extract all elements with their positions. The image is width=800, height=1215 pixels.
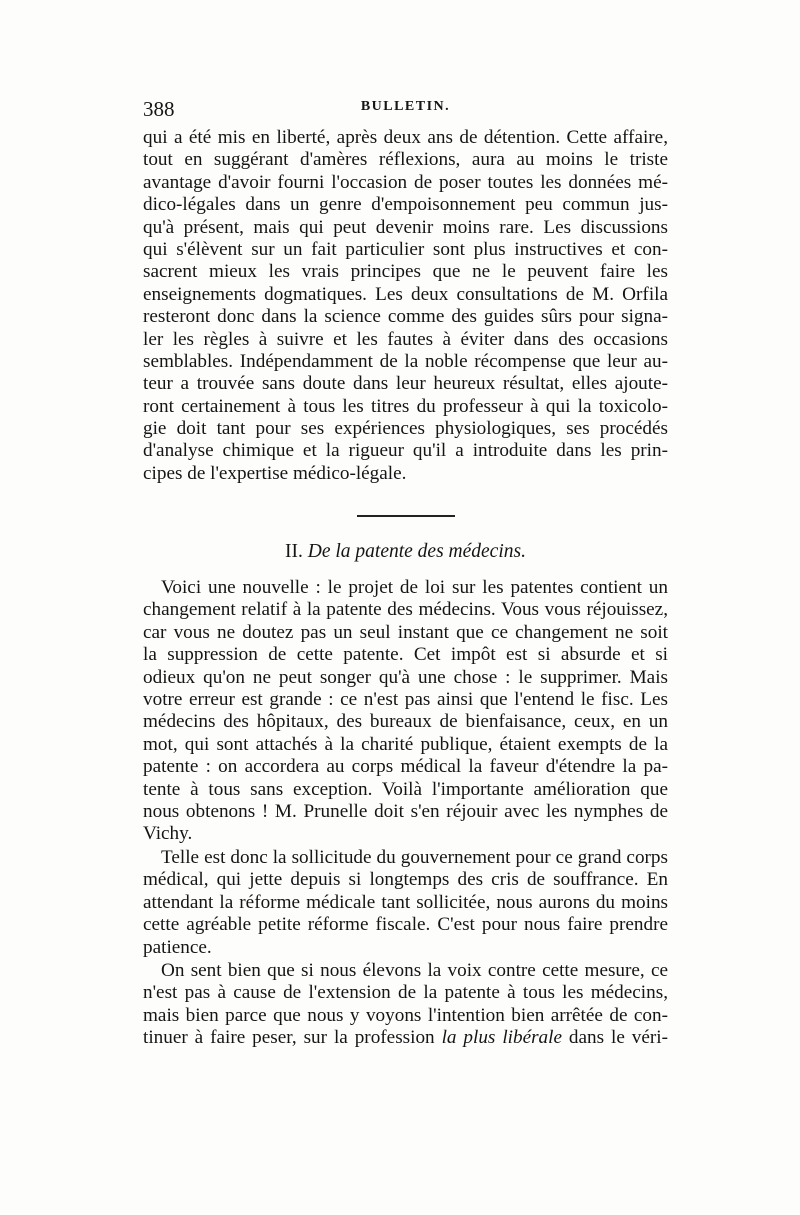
text-line: qu'à présent, mais qui peut devenir moins rare. Les discussions	[143, 216, 668, 238]
text-line: teur a trouvée sans doute dans leur heureux résultat, elles ajoute-	[143, 373, 668, 395]
text-line: la suppression de cette patente. Cet impôt est si absurde et si	[143, 644, 668, 666]
text-line: mais bien parce que nous y voyons l'intention bien arrêtée de con-	[143, 1004, 668, 1026]
italic-phrase: la plus libérale	[441, 1027, 562, 1049]
text-line: semblables. Indépendamment de la noble récompense que leur au-	[143, 350, 668, 372]
text-line: enseignements dogmatiques. Les deux consultations de M. Orfila	[143, 283, 668, 305]
text-line: n'est pas à cause de l'extension de la patente à tous les médecins,	[143, 982, 668, 1004]
text-line: Telle est donc la sollicitude du gouvernement pour ce grand corps	[161, 847, 668, 868]
section-title: De la patente des médecins.	[307, 541, 526, 562]
text-line: avantage d'avoir fourni l'occasion de poser toutes les données mé-	[143, 171, 668, 193]
text-line: attendant la réforme médicale tant sollicitée, nous aurons du moins	[143, 891, 668, 913]
text-line: car vous ne doutez pas un seul instant que ce changement ne soit	[143, 621, 668, 643]
text-line: mot, qui sont attachés à la charité publique, étaient exempts de la	[143, 733, 668, 755]
text-line: Vichy.	[143, 823, 193, 845]
text-line: Voici une nouvelle : le projet de loi sur les patentes contient un	[161, 577, 668, 598]
page-number: 388	[143, 97, 175, 121]
text-line: tente à tous sans exception. Voilà l'importante amélioration que	[143, 778, 668, 800]
text-line: On sent bien que si nous élevons la voix contre cette mesure, ce	[161, 960, 668, 981]
text-line: cette agréable petite réforme fiscale. C'est pour nous faire prendre	[143, 914, 668, 936]
text-line: médecins des hôpitaux, des bureaux de bienfaisance, ceux, en un	[143, 711, 668, 733]
text-line: médical, qui jette depuis si longtemps des cris de souffrance. En	[143, 869, 668, 891]
text-line: patience.	[143, 936, 212, 958]
text-line: tout en suggérant d'amères réflexions, aura au moins le triste	[143, 149, 668, 171]
text-line: dico-légales dans un genre d'empoisonnement peu commun jus-	[143, 194, 668, 216]
text-line: patente : on accordera au corps médical la faveur d'étendre la pa-	[143, 756, 668, 778]
text-run: tinuer à faire peser, sur la profession	[143, 1027, 442, 1049]
paragraph	[143, 577, 668, 846]
text-line: qui a été mis en liberté, après deux ans de détention. Cette affaire,	[143, 127, 668, 148]
text-line: qui s'élèvent sur un fait particulier sont plus instructives et con-	[143, 238, 668, 260]
text-line: nous obtenons ! M. Prunelle doit s'en réjouir avec les nymphes de	[143, 800, 668, 822]
text-line: resteront donc dans la science comme des guides sûrs pour signa-	[143, 306, 668, 328]
text-line: cipes de l'expertise médico-légale.	[143, 462, 407, 484]
text-line	[143, 1027, 668, 1049]
text-line: odieux qu'on ne peut songer qu'à une chose : le supprimer. Mais	[143, 666, 668, 688]
text-line: sacrent mieux les vrais principes que ne le peuvent faire les	[143, 261, 668, 283]
text-run: dans le véri-	[562, 1027, 668, 1049]
paragraph	[143, 960, 668, 1050]
text-line: ront certainement à tous les titres du professeur à qui la toxicolo-	[143, 395, 668, 417]
page-header	[143, 96, 668, 122]
text-line: d'analyse chimique et la rigueur qu'il a introduite dans les prin-	[143, 440, 668, 462]
text-line: changement relatif à la patente des médecins. Vous vous réjouissez,	[143, 599, 668, 621]
section-heading	[143, 540, 668, 564]
text-line: gie doit tant pour ses expériences physiologiques, ses procédés	[143, 418, 668, 440]
text-line: votre erreur est grande : ce n'est pas ainsi que l'entend le fisc. Les	[143, 688, 668, 710]
text-line: ler les règles à suivre et les fautes à éviter dans des occasions	[143, 328, 668, 350]
paragraph	[143, 847, 668, 959]
section-number: II.	[285, 541, 303, 562]
paragraph-continuation	[143, 127, 668, 485]
running-title: BULLETIN.	[360, 99, 451, 114]
section-divider	[357, 515, 455, 517]
